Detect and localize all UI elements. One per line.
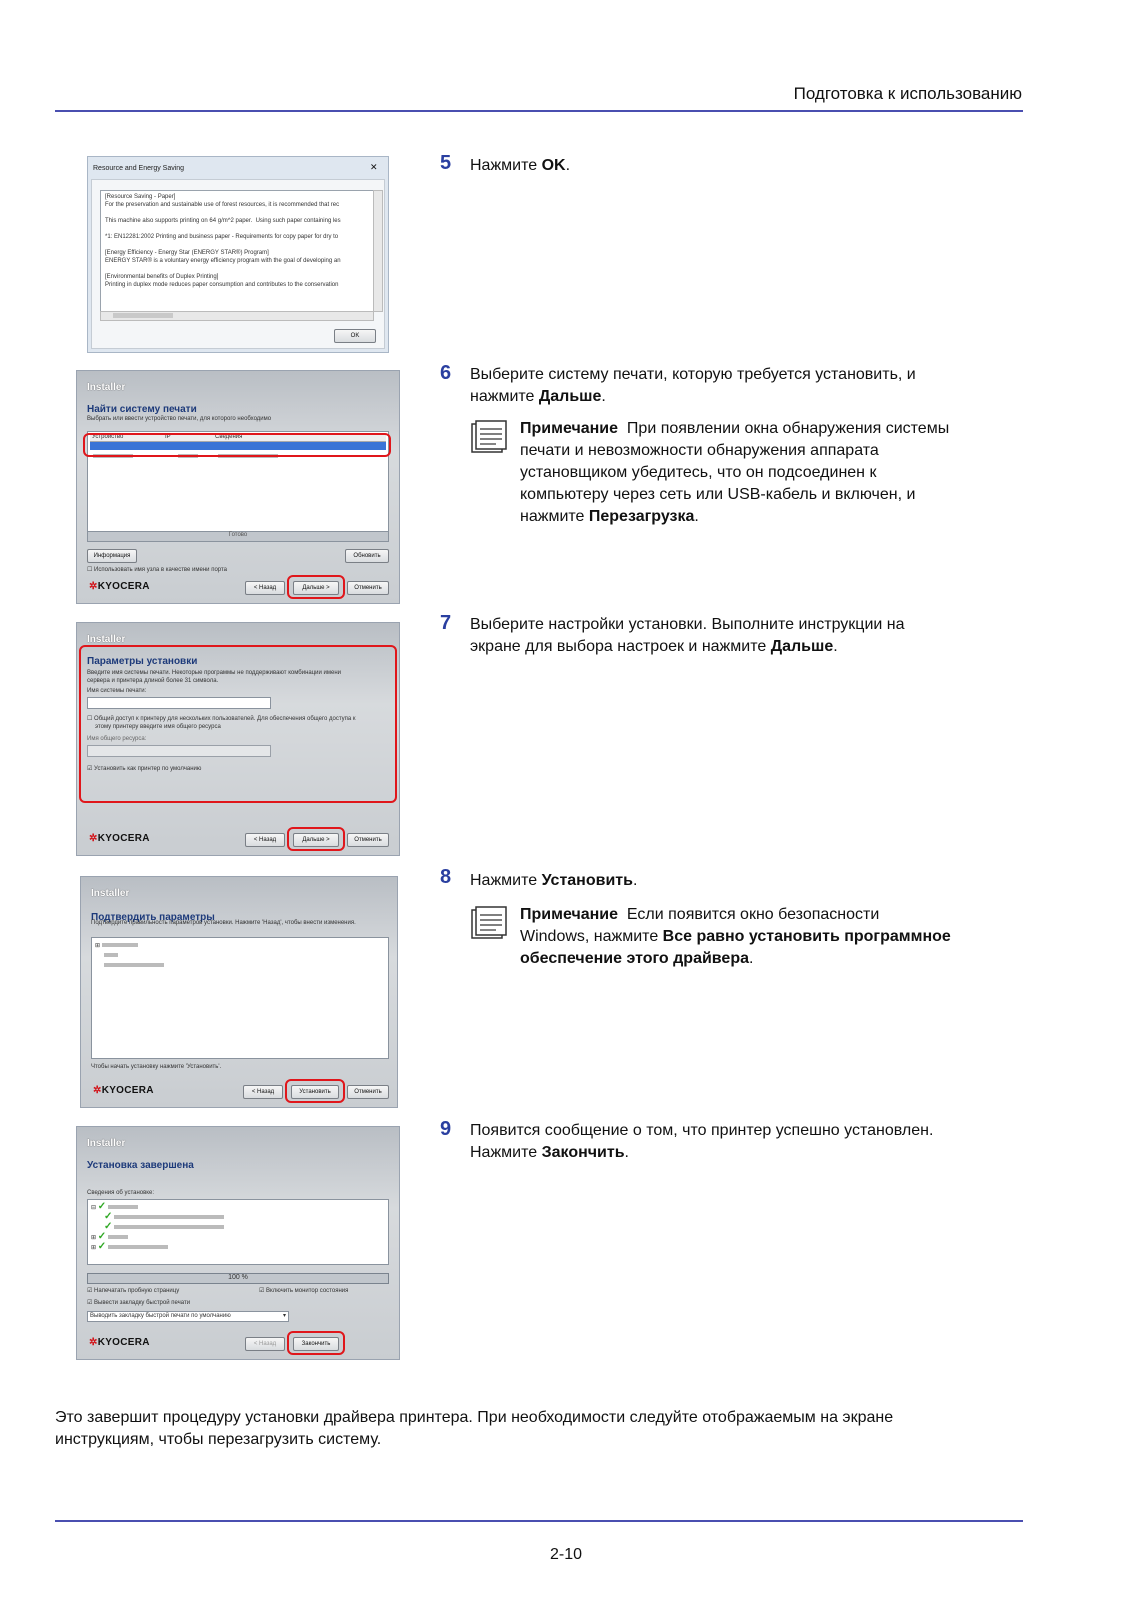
- next-button[interactable]: Дальше >: [293, 581, 339, 595]
- info-button[interactable]: Информация: [87, 549, 137, 563]
- install-button[interactable]: Установить: [291, 1085, 339, 1099]
- highlight-finish: [287, 1331, 345, 1355]
- window-subtitle: Установка завершена: [87, 1160, 194, 1171]
- header-rule: [55, 110, 1023, 112]
- tree-node[interactable]: ✓: [104, 1223, 224, 1232]
- progress-bar: 100 %: [87, 1273, 389, 1284]
- share-name-label: Имя общего ресурса:: [87, 736, 147, 742]
- screenshot-confirm-settings: [80, 876, 398, 1108]
- quick-print-checkbox[interactable]: ☑ Вывести закладку быстрой печати: [87, 1300, 191, 1306]
- info-line: *1: EN12281:2002 Printing and business paper - Requirements for copy paper for dry to: [105, 234, 339, 240]
- info-line: ENERGY STAR® is a voluntary energy efficiency program with the goal of developing an: [105, 258, 341, 264]
- vertical-scrollbar[interactable]: [373, 190, 383, 312]
- note-icon: [470, 420, 508, 454]
- step-number: 5: [440, 152, 452, 174]
- window-title: Installer: [87, 382, 126, 393]
- note-2: Примечание Если появится окно безопасности Windows, нажмите Все равно установить программное обеспечение этого драйвера.: [520, 906, 951, 967]
- chevron-down-icon: ▾: [282, 1313, 286, 1319]
- window-title: Installer: [91, 888, 130, 899]
- step-number: 8: [440, 866, 452, 888]
- info-line: [105, 225, 369, 233]
- info-line: [Environmental benefits of Duplex Printing]: [105, 274, 219, 280]
- share-checkbox[interactable]: ☐ Общий доступ к принтеру для нескольких пользователей. Для обеспечения общего доступа к этому принтеру введите имя общего ресурса: [87, 716, 356, 730]
- highlight-install: [285, 1079, 345, 1103]
- printer-name-input[interactable]: [87, 697, 271, 709]
- info-line: [105, 209, 369, 217]
- info-line: [Energy Efficiency - Energy Star (ENERGY STAR®) Program]: [105, 250, 269, 256]
- window-description: Выбрать или ввести устройство печати, для которого необходимо: [87, 416, 272, 422]
- screenshot-resource-saving: [87, 156, 389, 353]
- step-8-text: Нажмите Установить.: [470, 872, 638, 889]
- refresh-button[interactable]: Обновить: [345, 549, 389, 563]
- window-title: Installer: [87, 634, 126, 645]
- status-monitor-checkbox[interactable]: ☑ Включить монитор состояния: [259, 1288, 349, 1294]
- step-5-text: Нажмите OK.: [470, 157, 571, 174]
- share-name-input[interactable]: [87, 745, 271, 757]
- tree-node[interactable]: ⊟ ✓: [91, 1203, 138, 1212]
- quick-print-select[interactable]: Выводить закладку быстрой печати по умолчанию ▾: [87, 1311, 289, 1322]
- step-7-text: Выберите настройки установки. Выполните инструкции на экране для выбора настроек и нажмите Дальше.: [470, 616, 905, 655]
- note-icon: [470, 906, 508, 940]
- kyocera-logo: ✲KYOCERA: [89, 833, 150, 844]
- note-1: Примечание При появлении окна обнаружения системы печати и невозможности обнаружения аппарата установщиком убедитесь, что он подсоединен к компьютеру через сеть или USB-кабель и включен, и нажмите Перезагрузка.: [520, 420, 950, 525]
- screenshot-find-printer: [76, 370, 400, 604]
- test-page-checkbox[interactable]: ☑ Напечатать пробную страницу: [87, 1288, 180, 1294]
- install-info-label: Сведения об установке:: [87, 1190, 155, 1196]
- kyocera-logo: ✲KYOCERA: [93, 1085, 154, 1096]
- info-line: [105, 265, 369, 273]
- next-button[interactable]: Дальше >: [293, 833, 339, 847]
- window-description: Введите имя системы печати. Некоторые программы не поддерживают комбинации имени сервера и принтера длиной более 31 символа.: [87, 670, 341, 684]
- window-title: Installer: [87, 1138, 126, 1149]
- window-subtitle: Найти систему печати: [87, 404, 197, 415]
- step-number: 6: [440, 362, 452, 384]
- window-description: Подтвердите правильность параметров установки. Нажмите 'Назад', чтобы внести изменения.: [91, 920, 356, 926]
- hostname-checkbox[interactable]: ☐ Использовать имя узла в качестве имени порта: [87, 567, 228, 573]
- step-6-text: Выберите систему печати, которую требуется установить, и нажмите Дальше.: [470, 366, 916, 405]
- close-icon[interactable]: ✕: [370, 162, 378, 172]
- status-bar: Готово: [87, 531, 389, 542]
- closing-paragraph: Это завершит процедуру установки драйвера принтера. При необходимости следуйте отображаемым на экране инструкциям, чтобы перезагрузить систему.: [55, 1409, 894, 1448]
- kyocera-logo: ✲KYOCERA: [89, 1337, 150, 1348]
- ok-button[interactable]: OK: [334, 329, 376, 343]
- horizontal-scrollbar[interactable]: [100, 311, 374, 321]
- screenshot-install-complete: [76, 1126, 400, 1360]
- back-button[interactable]: < Назад: [245, 833, 285, 847]
- highlight-selection: [83, 433, 391, 457]
- tree-node[interactable]: [104, 962, 164, 970]
- tree-node[interactable]: ✓: [104, 1213, 224, 1222]
- kyocera-logo: ✲KYOCERA: [89, 581, 150, 592]
- tree-node[interactable]: ⊞: [95, 942, 138, 950]
- tree-node[interactable]: ⊞ ✓: [91, 1243, 168, 1252]
- info-line: For the preservation and sustainable use of forest resources, it is recommended that rec: [105, 202, 340, 208]
- window-title: Resource and Energy Saving: [93, 165, 185, 172]
- settings-tree[interactable]: [91, 937, 389, 1059]
- info-textbox[interactable]: [100, 190, 374, 312]
- list-header: Устройство IP Сведения: [90, 433, 386, 442]
- info-line: [Resource Saving - Paper]: [105, 194, 176, 200]
- window-subtitle: Подтвердить параметры: [91, 912, 215, 923]
- back-button[interactable]: < Назад: [243, 1085, 283, 1099]
- info-line: This machine also supports printing on 64 g/m^2 paper. Using such paper containing les: [105, 218, 341, 224]
- tree-node[interactable]: [104, 952, 118, 960]
- back-button[interactable]: < Назад: [245, 581, 285, 595]
- info-line: [105, 241, 369, 249]
- step-number: 9: [440, 1118, 452, 1140]
- cancel-button[interactable]: Отменить: [347, 1085, 389, 1099]
- step-9-text: Появится сообщение о том, что принтер успешно установлен. Нажмите Закончить.: [470, 1122, 934, 1161]
- back-button[interactable]: < Назад: [245, 1337, 285, 1351]
- highlight-next: [287, 827, 345, 851]
- info-text: [101, 191, 373, 291]
- footer-rule: [55, 1520, 1023, 1522]
- install-hint: Чтобы начать установку нажмите 'Установить'.: [91, 1064, 222, 1070]
- info-line: Printing in duplex mode reduces paper consumption and contributes to the conservation: [105, 282, 339, 288]
- printer-name-label: Имя системы печати:: [87, 688, 147, 694]
- tree-node[interactable]: ⊞ ✓: [91, 1233, 128, 1242]
- finish-button[interactable]: Закончить: [293, 1337, 339, 1351]
- page-number: 2-10: [549, 1546, 583, 1563]
- install-result-tree[interactable]: [87, 1199, 389, 1265]
- cancel-button[interactable]: Отменить: [347, 581, 389, 595]
- screenshot-install-settings: [76, 622, 400, 856]
- cancel-button[interactable]: Отменить: [347, 833, 389, 847]
- window-subtitle: Параметры установки: [87, 656, 198, 667]
- step-number: 7: [440, 612, 452, 634]
- default-printer-checkbox[interactable]: ☑ Установить как принтер по умолчанию: [87, 766, 202, 772]
- highlight-next: [287, 575, 345, 599]
- header-title: Подготовка к использованию: [793, 84, 1022, 103]
